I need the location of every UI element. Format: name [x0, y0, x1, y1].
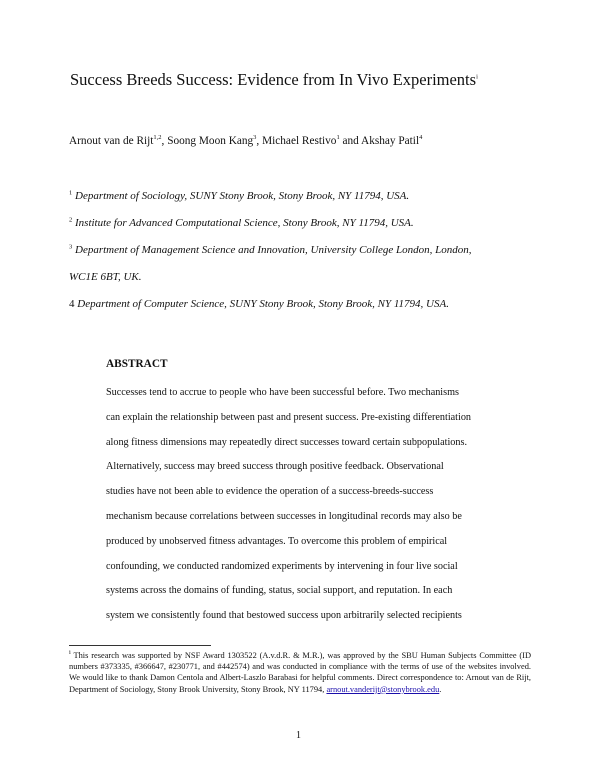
- title-text: Success Breeds Success: Evidence from In Vivo Experiments: [70, 70, 477, 89]
- footnote: $^i$ This research was supported by NSF Award 1303522 (A.v.d.R. & M.R.), was approved by the SBU Human Subjects Committee (ID numbers #373335, #366647, #230771, and #442574) and was conducted in compliance with the terms of use of the websites involved. We would like to thank Damon Centola and Albert-Laszlo Barabasi for helpful comments. Direct correspondence to: Arnout van de Rijt, Department of Sociology, Stony Brook University, Stony Brook, NY 11794, arnout.vanderijt@stonybrook.edu.: [69, 649, 531, 694]
- page-number: 1: [296, 730, 301, 741]
- paper-title: [70, 70, 478, 90]
- author-list: Arnout van de Rijt$^{1,2}$, Soong Moon Kang$^3$, Michael Restivo$^1$ and Akshay Patil$^4$: [69, 134, 423, 147]
- abstract-heading: ABSTRACT: [106, 358, 168, 370]
- abstract-line: studies have not been able to evidence the operation of a success-breeds-success: [106, 486, 434, 497]
- affiliation-2: $^2$ Institute for Advanced Computational Science, Stony Brook, NY 11794, USA.: [69, 216, 414, 229]
- affiliation-3: $^3$ Department of Management Science and Innovation, University College London, London,: [69, 243, 472, 256]
- footnote-marker: i: [69, 649, 71, 657]
- author-name: Akshay Patil: [361, 135, 420, 147]
- abstract-line: can explain the relationship between past and present success. Pre-existing differentiation: [106, 412, 472, 423]
- affiliation-1: $^1$ Department of Sociology, SUNY Stony Brook, Stony Brook, NY 11794, USA.: [69, 189, 410, 202]
- footnote-separator: [69, 645, 211, 646]
- footnote-text: This research was supported by NSF Award 1303522 (A.v.d.R. & M.R.), was approved by the SBU Human Subjects Committee (ID numbers #373335, #366647, #230771, and #442574) and was conducted in compliance with the terms of use of the websites involved. We would like to thank Damon Centola and Albert-Laszlo Barabasi for helpful comments. Direct correspondence to: Arnout van de Rijt, Department of Sociology, Stony Brook University, Stony Brook, NY 11794,: [69, 651, 531, 694]
- author-name: Arnout van de Rijt: [69, 135, 154, 147]
- abstract-line: along fitness dimensions may repeatedly direct successes toward certain subpopulations.: [106, 437, 467, 448]
- author-affiliation-sup: 4: [419, 134, 423, 142]
- affiliation-4: 4 Department of Computer Science, SUNY Stony Brook, Stony Brook, NY 11794, USA.: [69, 298, 449, 310]
- abstract-line: systems across the domains of funding, status, social support, and reputation. In each: [106, 585, 453, 596]
- abstract-line: system we consistently found that bestowed success upon arbitrarily selected recipients: [106, 610, 462, 621]
- abstract-line: Alternatively, success may breed success through positive feedback. Observational: [106, 461, 444, 472]
- author-affiliation-sup: 1: [336, 134, 340, 142]
- title-footnote-marker: i: [476, 73, 478, 81]
- abstract-line: produced by unobserved fitness advantages. To overcome this problem of empirical: [106, 536, 448, 547]
- author-name: Michael Restivo: [262, 135, 337, 147]
- author-affiliation-sup: 1,2: [153, 134, 162, 142]
- affiliation-3-continued: WC1E 6BT, UK.: [69, 271, 142, 283]
- abstract-line: confounding, we conducted randomized experiments by intervening in four live social: [106, 561, 458, 572]
- author-affiliation-sup: 3: [253, 134, 257, 142]
- abstract-line: Successes tend to accrue to people who have been successful before. Two mechanisms: [106, 387, 459, 398]
- abstract-line: mechanism because correlations between successes in longitudinal records may also be: [106, 511, 462, 522]
- footnote-email-link[interactable]: arnout.vanderijt@stonybrook.edu: [326, 684, 440, 694]
- author-name: Soong Moon Kang: [167, 135, 254, 147]
